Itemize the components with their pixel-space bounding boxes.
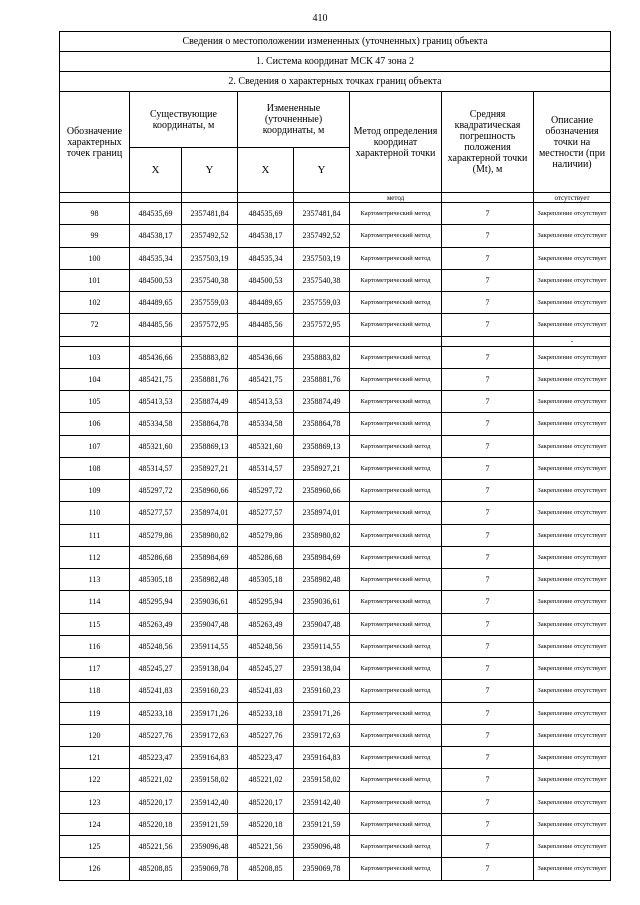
method: Картометрический метод: [350, 836, 442, 858]
changed-x: 485221,56: [238, 836, 294, 858]
existing-y: 2359164,83: [182, 747, 238, 769]
table-row: [60, 391, 611, 413]
method: Картометрический метод: [350, 546, 442, 568]
header-point-label: Обозначение характерных точек границ: [60, 92, 130, 193]
error: 7: [442, 613, 534, 635]
changed-x: 485220,17: [238, 791, 294, 813]
method: Картометрический метод: [350, 791, 442, 813]
existing-y: 2358883,82: [182, 346, 238, 368]
point-id: 107: [60, 435, 130, 457]
table-row: [60, 524, 611, 546]
changed-x: 485245,27: [238, 658, 294, 680]
existing-y: 2359114,55: [182, 635, 238, 657]
table-row: [60, 569, 611, 591]
method: Картометрический метод: [350, 292, 442, 314]
header-changed-y: Y: [294, 148, 350, 193]
changed-y: 2357481,84: [294, 203, 350, 225]
existing-y: 2358960,66: [182, 480, 238, 502]
existing-x: 485220,17: [130, 791, 182, 813]
changed-x: 485220,18: [238, 813, 294, 835]
changed-x: 484535,69: [238, 203, 294, 225]
existing-y: 2359047,48: [182, 613, 238, 635]
changed-x: 485241,83: [238, 680, 294, 702]
point-id: 117: [60, 658, 130, 680]
changed-y: 2358974,01: [294, 502, 350, 524]
table-row: [60, 658, 611, 680]
changed-x: 485279,86: [238, 524, 294, 546]
continuation-row: [60, 193, 611, 203]
point-id: 111: [60, 524, 130, 546]
existing-x: 485421,75: [130, 368, 182, 390]
table-row: [60, 346, 611, 368]
error: 7: [442, 658, 534, 680]
existing-x: 485286,68: [130, 546, 182, 568]
description: Закрепление отсутствует: [534, 391, 611, 413]
method: Картометрический метод: [350, 724, 442, 746]
existing-y: 2357540,38: [182, 269, 238, 291]
description: Закрепление отсутствует: [534, 292, 611, 314]
existing-y: 2359158,02: [182, 769, 238, 791]
point-id: 105: [60, 391, 130, 413]
error: 7: [442, 502, 534, 524]
method: Картометрический метод: [350, 269, 442, 291]
point-id: 104: [60, 368, 130, 390]
existing-x: 485241,83: [130, 680, 182, 702]
description: Закрепление отсутствует: [534, 346, 611, 368]
changed-y: 2359047,48: [294, 613, 350, 635]
point-id: 116: [60, 635, 130, 657]
continuation-method: метод: [350, 193, 442, 203]
method: Картометрический метод: [350, 569, 442, 591]
table-row: [60, 769, 611, 791]
changed-x: 485305,18: [238, 569, 294, 591]
changed-y: 2358982,48: [294, 569, 350, 591]
changed-y: 2358874,49: [294, 391, 350, 413]
changed-y: 2359171,26: [294, 702, 350, 724]
point-id: 72: [60, 314, 130, 336]
description: Закрепление отсутствует: [534, 791, 611, 813]
changed-x: 485413,53: [238, 391, 294, 413]
table-row: [60, 502, 611, 524]
existing-y: 2359171,26: [182, 702, 238, 724]
table-row: [60, 858, 611, 880]
table-row: [60, 314, 611, 336]
point-id: 100: [60, 247, 130, 269]
table-row: [60, 724, 611, 746]
existing-y: 2359142,40: [182, 791, 238, 813]
error: 7: [442, 346, 534, 368]
page-number: 410: [312, 13, 328, 24]
changed-y: 2359164,83: [294, 747, 350, 769]
existing-y: 2359160,23: [182, 680, 238, 702]
description: Закрепление отсутствует: [534, 702, 611, 724]
changed-x: 485277,57: [238, 502, 294, 524]
table-row: [60, 546, 611, 568]
existing-y: 2357492,52: [182, 225, 238, 247]
changed-x: 485233,18: [238, 702, 294, 724]
changed-y: 2358980,82: [294, 524, 350, 546]
changed-y: 2358881,76: [294, 368, 350, 390]
changed-y: 2357572,95: [294, 314, 350, 336]
changed-x: 485321,60: [238, 435, 294, 457]
existing-y: 2357572,95: [182, 314, 238, 336]
error: 7: [442, 269, 534, 291]
description: Закрепление отсутствует: [534, 813, 611, 835]
point-id: 115: [60, 613, 130, 635]
method: Картометрический метод: [350, 680, 442, 702]
method: Картометрический метод: [350, 247, 442, 269]
existing-x: 485245,27: [130, 658, 182, 680]
changed-x: 485248,56: [238, 635, 294, 657]
table-row: [60, 225, 611, 247]
method: Картометрический метод: [350, 702, 442, 724]
table-row: [60, 435, 611, 457]
existing-x: 484535,69: [130, 203, 182, 225]
point-id: 112: [60, 546, 130, 568]
error: 7: [442, 292, 534, 314]
method: Картометрический метод: [350, 368, 442, 390]
error: 7: [442, 480, 534, 502]
existing-y: 2358974,01: [182, 502, 238, 524]
table-row: [60, 680, 611, 702]
point-id: 121: [60, 747, 130, 769]
method: Картометрический метод: [350, 502, 442, 524]
description: Закрепление отсутствует: [534, 203, 611, 225]
existing-x: 485413,53: [130, 391, 182, 413]
point-id: 98: [60, 203, 130, 225]
table-row: [60, 702, 611, 724]
description: Закрепление отсутствует: [534, 225, 611, 247]
changed-x: 485286,68: [238, 546, 294, 568]
separator-row: [60, 336, 611, 346]
points-section-title: 2. Сведения о характерных точках границ объекта: [60, 72, 611, 92]
changed-y: 2359114,55: [294, 635, 350, 657]
changed-x: 485334,58: [238, 413, 294, 435]
method: Картометрический метод: [350, 346, 442, 368]
table-row: [60, 247, 611, 269]
existing-y: 2358864,78: [182, 413, 238, 435]
changed-y: 2357540,38: [294, 269, 350, 291]
error: 7: [442, 702, 534, 724]
header-description: Описание обозначения точки на местности (при наличии): [534, 92, 611, 193]
changed-y: 2357492,52: [294, 225, 350, 247]
existing-y: 2359172,63: [182, 724, 238, 746]
existing-x: 485220,18: [130, 813, 182, 835]
existing-y: 2359069,78: [182, 858, 238, 880]
existing-x: 485305,18: [130, 569, 182, 591]
method: Картометрический метод: [350, 858, 442, 880]
changed-x: 484500,53: [238, 269, 294, 291]
method: Картометрический метод: [350, 391, 442, 413]
method: Картометрический метод: [350, 769, 442, 791]
method: Картометрический метод: [350, 658, 442, 680]
error: 7: [442, 203, 534, 225]
changed-x: 484485,56: [238, 314, 294, 336]
description: Закрепление отсутствует: [534, 724, 611, 746]
existing-x: 485248,56: [130, 635, 182, 657]
description: Закрепление отсутствует: [534, 747, 611, 769]
table-row: [60, 791, 611, 813]
existing-x: 485314,57: [130, 457, 182, 479]
changed-x: 485227,76: [238, 724, 294, 746]
point-id: 110: [60, 502, 130, 524]
existing-x: 485334,58: [130, 413, 182, 435]
existing-x: 485297,72: [130, 480, 182, 502]
point-id: 108: [60, 457, 130, 479]
existing-y: 2358984,69: [182, 546, 238, 568]
changed-y: 2358864,78: [294, 413, 350, 435]
method: Картометрический метод: [350, 225, 442, 247]
existing-x: 485277,57: [130, 502, 182, 524]
point-id: 126: [60, 858, 130, 880]
error: 7: [442, 546, 534, 568]
changed-y: 2358960,66: [294, 480, 350, 502]
existing-x: 484485,56: [130, 314, 182, 336]
point-id: 113: [60, 569, 130, 591]
description: Закрепление отсутствует: [534, 413, 611, 435]
table-row: [60, 457, 611, 479]
header-changed-x: X: [238, 148, 294, 193]
point-id: 119: [60, 702, 130, 724]
separator-cell: [130, 336, 182, 346]
point-id: 124: [60, 813, 130, 835]
existing-x: 485321,60: [130, 435, 182, 457]
header-existing-coords: Существующие координаты, м: [130, 92, 238, 148]
existing-y: 2358927,21: [182, 457, 238, 479]
point-id: 114: [60, 591, 130, 613]
table-row: [60, 747, 611, 769]
error: 7: [442, 591, 534, 613]
header-existing-y: Y: [182, 148, 238, 193]
changed-y: 2358984,69: [294, 546, 350, 568]
description: Закрепление отсутствует: [534, 524, 611, 546]
point-id: 122: [60, 769, 130, 791]
point-id: 106: [60, 413, 130, 435]
header-error: Средняя квадратическая погрешность положения характерной точки (Mt), м: [442, 92, 534, 193]
changed-y: 2358869,13: [294, 435, 350, 457]
table-row: [60, 635, 611, 657]
error: 7: [442, 858, 534, 880]
coordinates-table: [59, 31, 611, 881]
method: Картометрический метод: [350, 591, 442, 613]
continuation-description: отсутствует: [534, 193, 611, 203]
error: 7: [442, 314, 534, 336]
table-row: [60, 292, 611, 314]
table-title: Сведения о местоположении измененных (уточненных) границ объекта: [60, 32, 611, 52]
existing-y: 2359121,59: [182, 813, 238, 835]
method: Картометрический метод: [350, 613, 442, 635]
error: 7: [442, 435, 534, 457]
table-row: [60, 836, 611, 858]
table-row: [60, 203, 611, 225]
description: Закрепление отсутствует: [534, 269, 611, 291]
method: Картометрический метод: [350, 813, 442, 835]
table-row: [60, 480, 611, 502]
separator-cell: [182, 336, 238, 346]
existing-y: 2359036,61: [182, 591, 238, 613]
point-id: 123: [60, 791, 130, 813]
description: Закрепление отсутствует: [534, 502, 611, 524]
error: 7: [442, 680, 534, 702]
existing-y: 2359138,04: [182, 658, 238, 680]
changed-x: 484538,17: [238, 225, 294, 247]
description: Закрепление отсутствует: [534, 658, 611, 680]
description: Закрепление отсутствует: [534, 314, 611, 336]
changed-y: 2359069,78: [294, 858, 350, 880]
error: 7: [442, 635, 534, 657]
error: 7: [442, 769, 534, 791]
separator-cell: [350, 336, 442, 346]
description: Закрепление отсутствует: [534, 680, 611, 702]
existing-x: 485223,47: [130, 747, 182, 769]
error: 7: [442, 247, 534, 269]
description: Закрепление отсутствует: [534, 247, 611, 269]
header-existing-x: X: [130, 148, 182, 193]
description: Закрепление отсутствует: [534, 591, 611, 613]
error: 7: [442, 569, 534, 591]
existing-y: 2357559,03: [182, 292, 238, 314]
changed-x: 485263,49: [238, 613, 294, 635]
changed-y: 2359036,61: [294, 591, 350, 613]
description: Закрепление отсутствует: [534, 368, 611, 390]
changed-x: 485436,66: [238, 346, 294, 368]
header-method: Метод определения координат характерной точки: [350, 92, 442, 193]
existing-y: 2357503,19: [182, 247, 238, 269]
error: 7: [442, 225, 534, 247]
existing-x: 485263,49: [130, 613, 182, 635]
existing-y: 2358881,76: [182, 368, 238, 390]
point-id: 109: [60, 480, 130, 502]
method: Картометрический метод: [350, 435, 442, 457]
changed-y: 2359121,59: [294, 813, 350, 835]
method: Картометрический метод: [350, 747, 442, 769]
header-changed-coords: Измененные (уточненные) координаты, м: [238, 92, 350, 148]
existing-x: 485279,86: [130, 524, 182, 546]
point-id: 101: [60, 269, 130, 291]
changed-x: 485314,57: [238, 457, 294, 479]
error: 7: [442, 368, 534, 390]
error: 7: [442, 457, 534, 479]
changed-y: 2359158,02: [294, 769, 350, 791]
separator-cell: [238, 336, 294, 346]
table-row: [60, 591, 611, 613]
existing-x: 485295,94: [130, 591, 182, 613]
method: Картометрический метод: [350, 314, 442, 336]
changed-x: 485421,75: [238, 368, 294, 390]
changed-y: 2359138,04: [294, 658, 350, 680]
method: Картометрический метод: [350, 203, 442, 225]
description: Закрепление отсутствует: [534, 546, 611, 568]
existing-x: 485227,76: [130, 724, 182, 746]
description: Закрепление отсутствует: [534, 569, 611, 591]
table-row: [60, 368, 611, 390]
error: 7: [442, 791, 534, 813]
changed-y: 2357559,03: [294, 292, 350, 314]
table-row: [60, 613, 611, 635]
description: Закрепление отсутствует: [534, 435, 611, 457]
existing-y: 2357481,84: [182, 203, 238, 225]
existing-x: 485208,85: [130, 858, 182, 880]
existing-x: 485233,18: [130, 702, 182, 724]
separator-cell: [442, 336, 534, 346]
existing-x: 485221,02: [130, 769, 182, 791]
description: Закрепление отсутствует: [534, 858, 611, 880]
table-row: [60, 413, 611, 435]
existing-x: 484535,34: [130, 247, 182, 269]
changed-y: 2359172,63: [294, 724, 350, 746]
error: 7: [442, 813, 534, 835]
error: 7: [442, 747, 534, 769]
method: Картометрический метод: [350, 524, 442, 546]
table-row: [60, 269, 611, 291]
changed-y: 2359160,23: [294, 680, 350, 702]
point-id: 99: [60, 225, 130, 247]
description: Закрепление отсутствует: [534, 480, 611, 502]
description: Закрепление отсутствует: [534, 836, 611, 858]
changed-y: 2358883,82: [294, 346, 350, 368]
description: Закрепление отсутствует: [534, 769, 611, 791]
description: Закрепление отсутствует: [534, 635, 611, 657]
existing-x: 485221,56: [130, 836, 182, 858]
changed-y: 2358927,21: [294, 457, 350, 479]
changed-x: 485223,47: [238, 747, 294, 769]
existing-y: 2359096,48: [182, 836, 238, 858]
existing-x: 485436,66: [130, 346, 182, 368]
table-row: [60, 813, 611, 835]
description: Закрепление отсутствует: [534, 457, 611, 479]
point-id: 103: [60, 346, 130, 368]
point-id: 120: [60, 724, 130, 746]
changed-x: 485208,85: [238, 858, 294, 880]
changed-x: 484489,65: [238, 292, 294, 314]
existing-y: 2358869,13: [182, 435, 238, 457]
method: Картометрический метод: [350, 635, 442, 657]
point-id: 102: [60, 292, 130, 314]
existing-x: 484538,17: [130, 225, 182, 247]
separator-cell: [294, 336, 350, 346]
changed-x: 485297,72: [238, 480, 294, 502]
changed-y: 2357503,19: [294, 247, 350, 269]
changed-x: 484535,34: [238, 247, 294, 269]
method: Картометрический метод: [350, 413, 442, 435]
error: 7: [442, 836, 534, 858]
changed-y: 2359142,40: [294, 791, 350, 813]
existing-x: 484500,53: [130, 269, 182, 291]
error: 7: [442, 391, 534, 413]
changed-y: 2359096,48: [294, 836, 350, 858]
point-id: 125: [60, 836, 130, 858]
point-id: 118: [60, 680, 130, 702]
existing-y: 2358980,82: [182, 524, 238, 546]
separator-description: -: [534, 336, 611, 346]
error: 7: [442, 724, 534, 746]
changed-x: 485295,94: [238, 591, 294, 613]
separator-cell: [60, 336, 130, 346]
description: Закрепление отсутствует: [534, 613, 611, 635]
existing-x: 484489,65: [130, 292, 182, 314]
changed-x: 485221,02: [238, 769, 294, 791]
error: 7: [442, 524, 534, 546]
method: Картометрический метод: [350, 480, 442, 502]
error: 7: [442, 413, 534, 435]
coordinate-system-title: 1. Система координат МСК 47 зона 2: [60, 52, 611, 72]
existing-y: 2358874,49: [182, 391, 238, 413]
existing-y: 2358982,48: [182, 569, 238, 591]
method: Картометрический метод: [350, 457, 442, 479]
